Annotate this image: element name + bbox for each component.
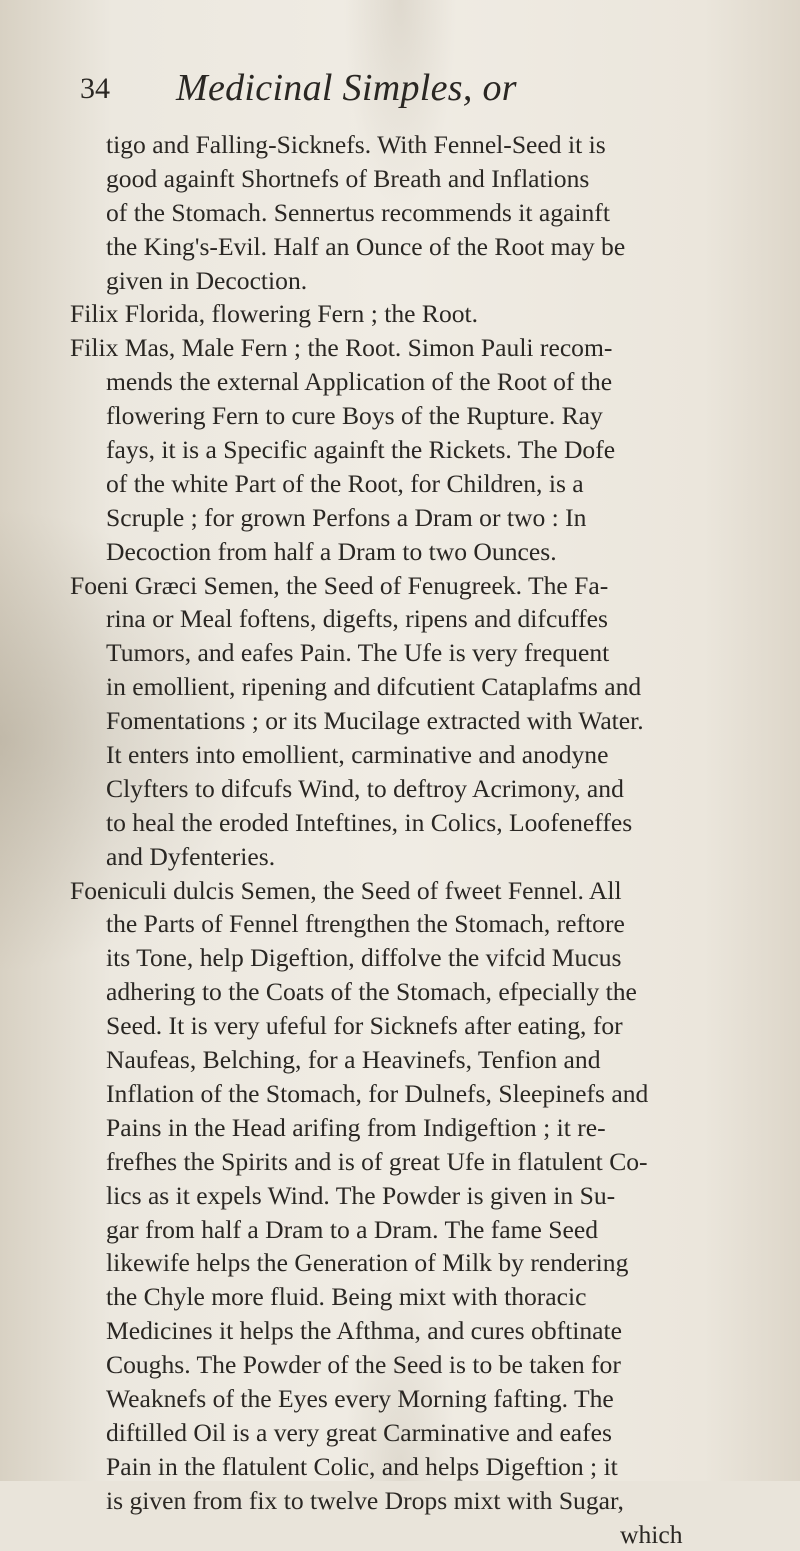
text-line: Clyfters to difcufs Wind, to deftroy Acrimony, and bbox=[106, 773, 624, 803]
text-line: the King's-Evil. Half an Ounce of the Root may be bbox=[106, 231, 626, 261]
text-line: the Parts of Fennel ftrengthen the Stomach, reftore bbox=[106, 909, 625, 939]
text-line: Tumors, and eafes Pain. The Ufe is very frequent bbox=[106, 638, 610, 668]
text-line: tigo and Falling-Sicknefs. With Fennel-Seed it is bbox=[106, 130, 606, 159]
text-line: of the white Part of the Root, for Children, is a bbox=[106, 468, 584, 498]
text-line: adhering to the Coats of the Stomach, efpecially the bbox=[106, 977, 637, 1007]
text-line: to heal the eroded Inteftines, in Colics, Loofeneffes bbox=[106, 807, 633, 837]
text-line: flowering Fern to cure Boys of the Rupture. Ray bbox=[106, 401, 603, 431]
text-line: mends the external Application of the Root of the bbox=[106, 367, 613, 397]
text-line: good againft Shortnefs of Breath and Inflations bbox=[106, 163, 590, 193]
text-line: of the Stomach. Sennertus recommends it againft bbox=[106, 197, 610, 227]
text-line: frefhes the Spirits and is of great Ufe in flatulent Co- bbox=[106, 1146, 648, 1176]
text-line: Scruple ; for grown Perfons a Dram or two : In bbox=[106, 502, 587, 532]
page-number: 34 bbox=[80, 72, 110, 105]
text-line: lics as it expels Wind. The Powder is given in Su- bbox=[106, 1180, 616, 1210]
text-line: Decoction from half a Dram to two Ounces. bbox=[106, 536, 557, 566]
text-line: Seed. It is very ufeful for Sicknefs after eating, for bbox=[106, 1011, 623, 1041]
text-line: Pains in the Head arifing from Indigeftion ; it re- bbox=[106, 1112, 606, 1142]
text-line: Coughs. The Powder of the Seed is to be taken for bbox=[106, 1350, 621, 1380]
text-line: Pain in the flatulent Colic, and helps Digeftion ; it bbox=[106, 1451, 618, 1481]
text-line: diftilled Oil is a very great Carminative and eafes bbox=[106, 1417, 613, 1447]
text-line: fays, it is a Specific againft the Rickets. The Dofe bbox=[106, 435, 616, 465]
text-line: rina or Meal foftens, digefts, ripens and difcuffes bbox=[106, 604, 609, 634]
text-line: and Dyfenteries. bbox=[106, 841, 276, 871]
text-line: given in Decoction. bbox=[106, 265, 308, 295]
text-line: Medicines it helps the Afthma, and cures obftinate bbox=[106, 1316, 622, 1346]
text-line: is given from fix to twelve Drops mixt with Sugar, bbox=[106, 1485, 624, 1515]
text-line: likewife helps the Generation of Milk by rendering bbox=[106, 1248, 629, 1278]
entry-heading-line: Filix Florida, flowering Fern ; the Root. bbox=[70, 299, 479, 329]
text-line: in emollient, ripening and difcutient Cataplafms and bbox=[106, 672, 642, 702]
page-header bbox=[80, 67, 720, 118]
catchword: which bbox=[620, 1519, 683, 1549]
text-line: its Tone, help Digeftion, diffolve the vifcid Mucus bbox=[106, 943, 622, 973]
body-text bbox=[70, 128, 760, 1551]
text-line: Inflation of the Stomach, for Dulnefs, Sleepinefs and bbox=[106, 1078, 649, 1108]
entry-heading-line: Foeni Græci Semen, the Seed of Fenugreek. The Fa- bbox=[70, 570, 609, 600]
text-line: It enters into emollient, carminative and anodyne bbox=[106, 740, 609, 770]
text-line: Naufeas, Belching, for a Heavinefs, Tenfion and bbox=[106, 1045, 601, 1075]
running-title: Medicinal Simples, or bbox=[176, 67, 517, 109]
entry-heading-line: Foeniculi dulcis Semen, the Seed of fweet Fennel. All bbox=[70, 875, 622, 905]
entry-heading-line: Filix Mas, Male Fern ; the Root. Simon Pauli recom- bbox=[70, 333, 613, 363]
text-line: Fomentations ; or its Mucilage extracted with Water. bbox=[106, 706, 644, 736]
text-line: Weaknefs of the Eyes every Morning fafting. The bbox=[106, 1383, 614, 1413]
text-line: the Chyle more fluid. Being mixt with thoracic bbox=[106, 1282, 587, 1312]
text-line: gar from half a Dram to a Dram. The fame Seed bbox=[106, 1214, 599, 1244]
